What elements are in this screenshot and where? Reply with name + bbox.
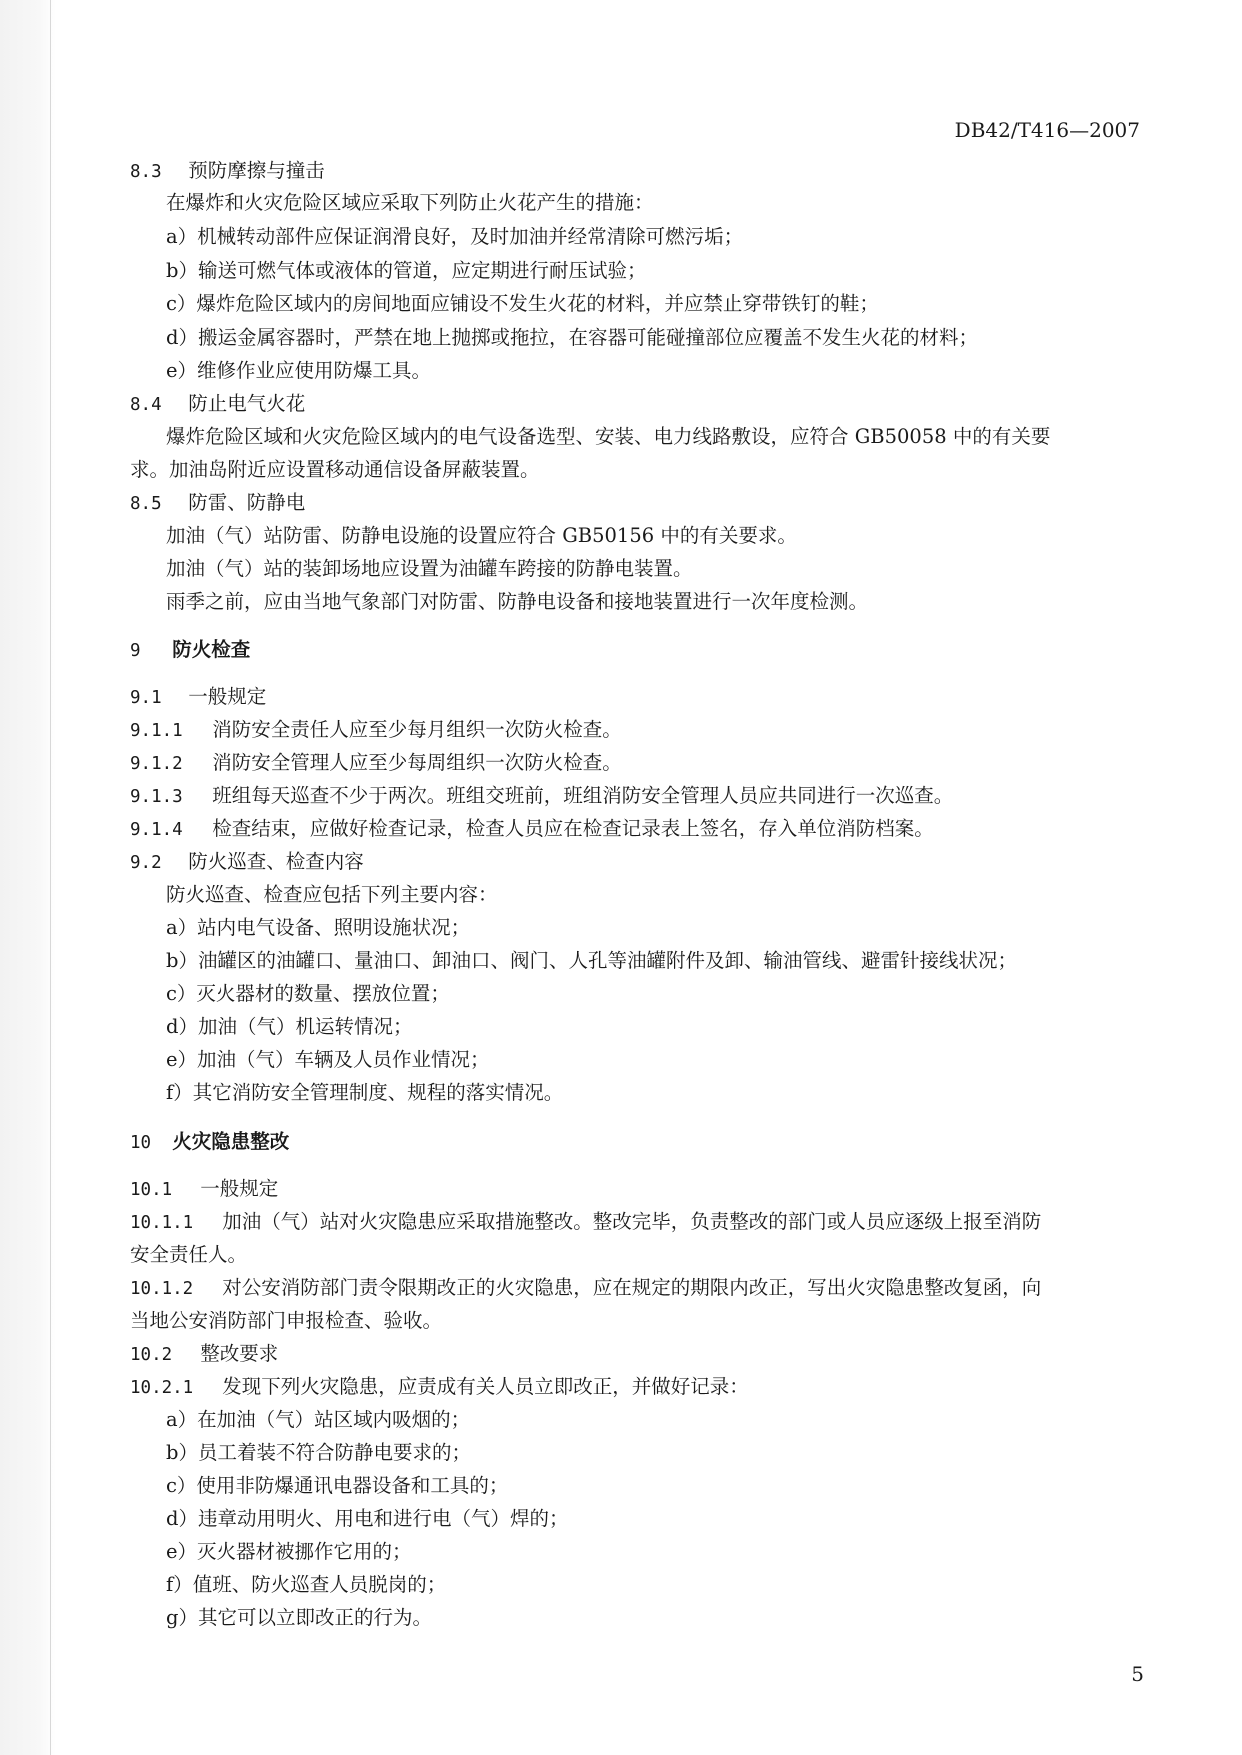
list-item: a）在加油（气）站区域内吸烟的； bbox=[166, 1408, 471, 1431]
clause-9-1-2 bbox=[130, 750, 622, 777]
clause-8-4 bbox=[130, 391, 305, 418]
clause-heading: 预防摩擦与撞击 bbox=[188, 159, 325, 182]
clause-number: 10.2.1 bbox=[130, 1378, 194, 1398]
section-number: 9 bbox=[130, 641, 141, 661]
scan-edge-shadow bbox=[0, 0, 56, 1755]
list-item: e）维修作业应使用防爆工具。 bbox=[166, 359, 432, 382]
clause-10-1-2 bbox=[130, 1275, 1041, 1302]
clause-text: 加油（气）站对火灾隐患应采取措施整改。整改完毕，负责整改的部门或人员应逐级上报至消防 bbox=[222, 1210, 1042, 1233]
list-item: a）机械转动部件应保证润滑良好，及时加油并经常清除可燃污垢； bbox=[166, 225, 744, 248]
clause-text: 检查结束，应做好检查记录，检查人员应在检查记录表上签名，存入单位消防档案。 bbox=[212, 817, 934, 840]
clause-number: 9.1.4 bbox=[130, 820, 183, 840]
clause-8-3 bbox=[130, 158, 325, 185]
document-code: DB42/T416—2007 bbox=[954, 118, 1140, 142]
section-number: 10 bbox=[130, 1133, 152, 1153]
clause-text: 消防安全管理人应至少每周组织一次防火检查。 bbox=[212, 751, 622, 774]
paragraph-continuation: 求。加油岛附近应设置移动通信设备屏蔽装置。 bbox=[130, 458, 540, 481]
clause-number: 9.1.1 bbox=[130, 721, 183, 741]
clause-number: 8.3 bbox=[130, 162, 162, 182]
list-item: c）灭火器材的数量、摆放位置； bbox=[166, 982, 450, 1005]
paragraph-continuation: 安全责任人。 bbox=[130, 1243, 248, 1266]
clause-number: 10.1.1 bbox=[130, 1213, 194, 1233]
paragraph: 在爆炸和火灾危险区域应采取下列防止火花产生的措施： bbox=[166, 191, 654, 214]
clause-9-1-1 bbox=[130, 717, 622, 744]
list-item: f）其它消防安全管理制度、规程的落实情况。 bbox=[166, 1081, 564, 1104]
clause-9-1 bbox=[130, 684, 266, 711]
list-item: d）违章动用明火、用电和进行电（气）焊的； bbox=[166, 1507, 569, 1530]
clause-heading: 防止电气火花 bbox=[188, 392, 306, 415]
page-number: 5 bbox=[1131, 1662, 1144, 1686]
clause-number: 8.4 bbox=[130, 395, 162, 415]
clause-9-2 bbox=[130, 849, 364, 876]
clause-9-1-3 bbox=[130, 783, 953, 810]
section-10 bbox=[130, 1129, 289, 1156]
clause-text: 消防安全责任人应至少每月组织一次防火检查。 bbox=[212, 718, 622, 741]
clause-text: 班组每天巡查不少于两次。班组交班前，班组消防安全管理人员应共同进行一次巡查。 bbox=[212, 784, 954, 807]
list-item: b）员工着装不符合防静电要求的； bbox=[166, 1441, 471, 1464]
clause-9-1-4 bbox=[130, 816, 934, 843]
list-item: d）加油（气）机运转情况； bbox=[166, 1015, 413, 1038]
section-title: 防火检查 bbox=[172, 638, 251, 661]
clause-heading: 防火巡查、检查内容 bbox=[188, 850, 364, 873]
clause-number: 10.2 bbox=[130, 1345, 173, 1365]
list-item: g）其它可以立即改正的行为。 bbox=[166, 1606, 432, 1629]
paragraph-continuation: 当地公安消防部门申报检查、验收。 bbox=[130, 1309, 443, 1332]
list-item: a）站内电气设备、照明设施状况； bbox=[166, 916, 471, 939]
clause-heading: 一般规定 bbox=[200, 1177, 279, 1200]
clause-10-1-1 bbox=[130, 1209, 1041, 1236]
paragraph: 爆炸危险区域和火灾危险区域内的电气设备选型、安装、电力线路敷设，应符合 GB50058 中的有关要 bbox=[166, 425, 1051, 448]
clause-number: 9.1 bbox=[130, 688, 162, 708]
list-item: c）爆炸危险区域内的房间地面应铺设不发生火花的材料，并应禁止穿带铁钉的鞋； bbox=[166, 292, 879, 315]
clause-number: 9.2 bbox=[130, 853, 162, 873]
clause-8-5 bbox=[130, 490, 305, 517]
list-item: e）灭火器材被挪作它用的； bbox=[166, 1540, 412, 1563]
section-title: 火灾隐患整改 bbox=[172, 1130, 290, 1153]
clause-number: 10.1 bbox=[130, 1180, 173, 1200]
list-item: b）油罐区的油罐口、量油口、卸油口、阀门、人孔等油罐附件及卸、输油管线、避雷针接线状况； bbox=[166, 949, 1017, 972]
clause-text: 对公安消防部门责令限期改正的火灾隐患，应在规定的期限内改正，写出火灾隐患整改复函，向 bbox=[222, 1276, 1042, 1299]
section-9 bbox=[130, 637, 250, 664]
clause-number: 9.1.3 bbox=[130, 787, 183, 807]
clause-heading: 一般规定 bbox=[188, 685, 267, 708]
clause-heading: 防雷、防静电 bbox=[188, 491, 306, 514]
clause-10-2 bbox=[130, 1341, 278, 1368]
list-item: c）使用非防爆通讯电器设备和工具的； bbox=[166, 1474, 509, 1497]
paragraph: 雨季之前，应由当地气象部门对防雷、防静电设备和接地装置进行一次年度检测。 bbox=[166, 590, 869, 613]
paragraph: 加油（气）站的装卸场地应设置为油罐车跨接的防静电装置。 bbox=[166, 557, 693, 580]
list-item: d）搬运金属容器时，严禁在地上抛掷或拖拉，在容器可能碰撞部位应覆盖不发生火花的材料； bbox=[166, 326, 978, 349]
paragraph: 加油（气）站防雷、防静电设施的设置应符合 GB50156 中的有关要求。 bbox=[166, 524, 797, 547]
list-item: f）值班、防火巡查人员脱岗的； bbox=[166, 1573, 447, 1596]
clause-10-2-1 bbox=[130, 1374, 749, 1401]
clause-10-1 bbox=[130, 1176, 278, 1203]
list-item: e）加油（气）车辆及人员作业情况； bbox=[166, 1048, 490, 1071]
scan-edge-line bbox=[50, 0, 51, 1755]
clause-number: 10.1.2 bbox=[130, 1279, 194, 1299]
clause-number: 8.5 bbox=[130, 494, 162, 514]
list-item: b）输送可燃气体或液体的管道，应定期进行耐压试验； bbox=[166, 259, 647, 282]
clause-text: 发现下列火灾隐患，应责成有关人员立即改正，并做好记录： bbox=[222, 1375, 749, 1398]
clause-number: 9.1.2 bbox=[130, 754, 183, 774]
paragraph: 防火巡查、检查应包括下列主要内容： bbox=[166, 883, 498, 906]
clause-heading: 整改要求 bbox=[200, 1342, 279, 1365]
